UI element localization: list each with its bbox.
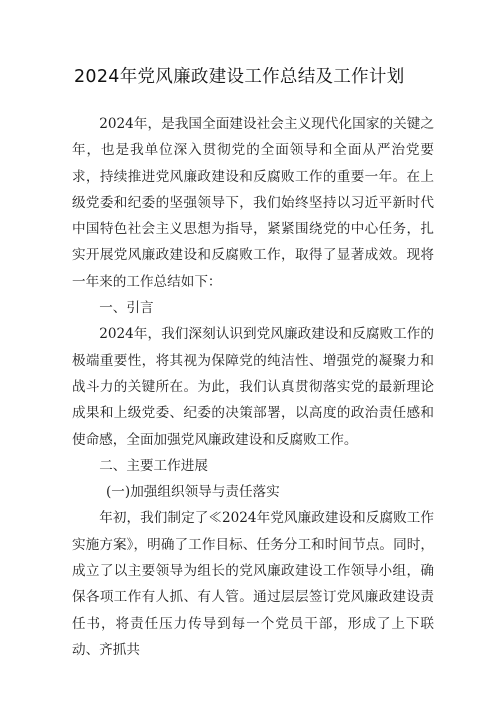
document-title: 2024年党风廉政建设工作总结及工作计划 [74, 67, 405, 87]
subsection-organization-paragraph: 年初，我们制定了≪2024年党风廉政建设和反腐败工作实施方案》，明确了工作目标、任务分工和时间节点。同时，成立了以主要领导为组长的党风廉政建设工作领导小组，确保各项工作有人抓、有人管。通过层层签订党风廉政建设责任书，将责任压力传导到每一个党员干部，形成了上下联动、齐抓共 [72, 510, 434, 658]
section-heading-main-progress: 二、主要工作进展 [99, 457, 208, 474]
section-heading-introduction: 一、引言 [99, 300, 154, 317]
section-introduction-paragraph: 2024年，我们深刻认识到党风廉政建设和反腐败工作的极端重要性，将其视为保障党的纯洁性、增强党的凝聚力和战斗力的关键所在。为此，我们认真贯彻落实党的最新理论成果和上级党委、纪委的决策部署，以高度的政治责任感和使命感，全面加强党风廉政建设和反腐败工作。 [72, 326, 434, 448]
document-body [72, 111, 434, 663]
subsection-heading-organization: (一)加强组织领导与责任落实 [106, 484, 280, 501]
intro-paragraph: 2024年，是我国全面建设社会主义现代化国家的关键之年，也是我单位深入贯彻党的全面领导和全面从严治党要求，持续推进党风廉政建设和反腐败工作的重要一年。在上级党委和纪委的坚强领导下，我们始终坚持以习近平新时代中国特色社会主义思想为指导，紧紧围绕党的中心任务，扎实开展党风廉政建设和反腐败工作，取得了显著成效。现将一年来的工作总结如下： [72, 116, 434, 290]
